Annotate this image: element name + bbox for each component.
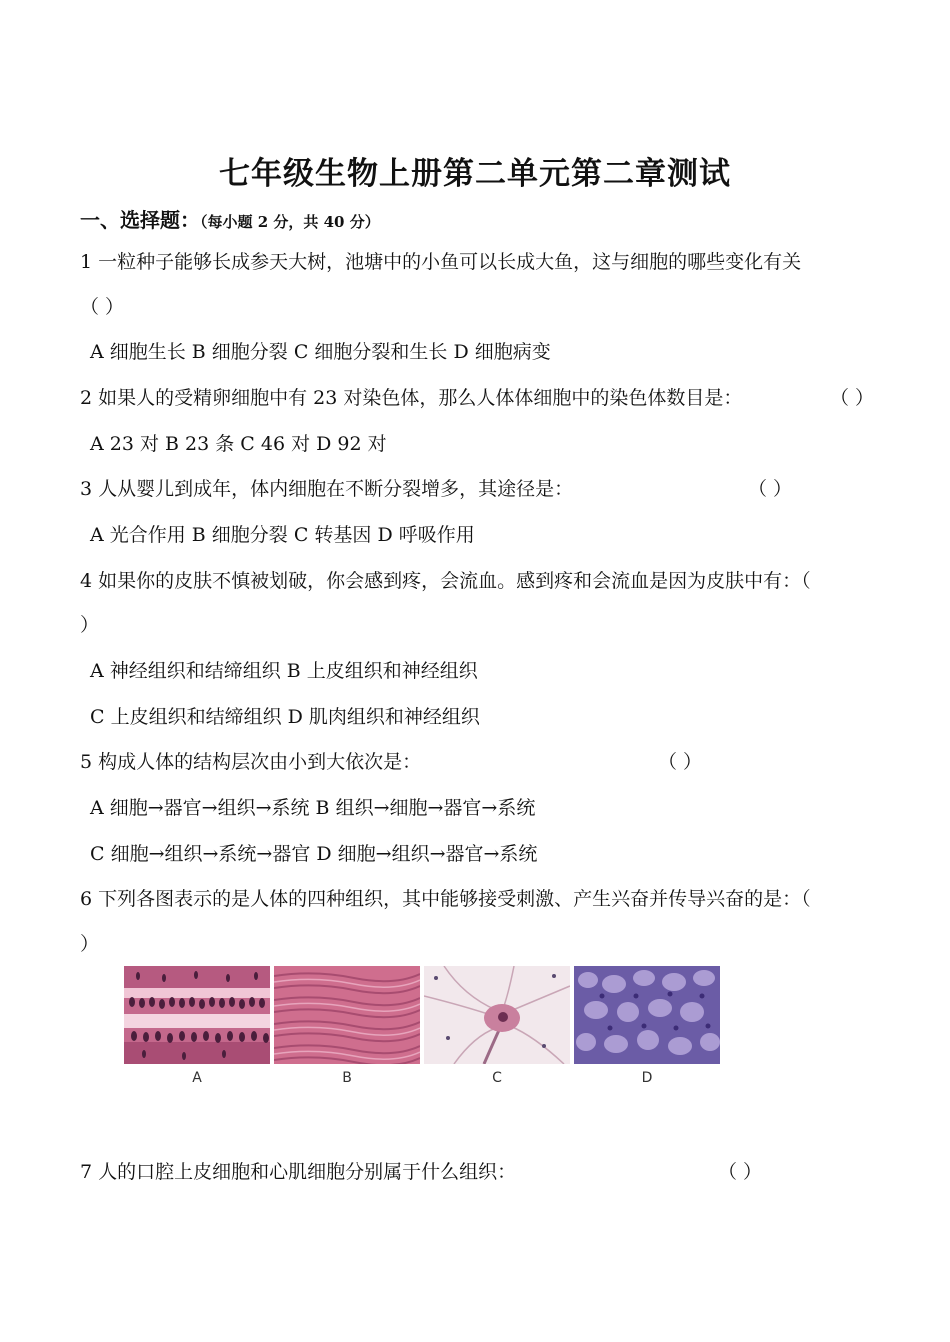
- question-1-answer-paren: （ ）: [80, 296, 125, 318]
- question-5-text: 5 构成人体的结构层次由小到大依次是：: [80, 751, 422, 773]
- question-3-options: A 光合作用 B 细胞分裂 C 转基因 D 呼吸作用: [90, 524, 475, 546]
- question-3-answer-paren: （ ）: [748, 478, 793, 500]
- tissue-label-b: B: [342, 1070, 352, 1086]
- question-5-answer-paren: （ ）: [658, 751, 703, 773]
- tissue-image-c-nerve: [424, 966, 570, 1064]
- question-4-text: 4 如果你的皮肤不慎被划破，你会感到疼，会流血。感到疼和会流血是因为皮肤中有：（: [80, 570, 811, 592]
- tissue-label-a: A: [192, 1070, 202, 1086]
- question-1-options: A 细胞生长 B 细胞分裂 C 细胞分裂和生长 D 细胞病变: [90, 341, 551, 363]
- question-2-text: 2 如果人的受精卵细胞中有 23 对染色体，那么人体体细胞中的染色体数目是：: [80, 387, 743, 409]
- section-heading-text: 一、选择题：: [80, 208, 200, 232]
- question-6-answer-paren: ）: [80, 933, 100, 955]
- question-2-answer-paren: （ ）: [830, 387, 875, 409]
- tissue-label-c: C: [492, 1070, 502, 1086]
- question-4-answer-paren: ）: [80, 614, 100, 636]
- question-3-text: 3 人从婴儿到成年，体内细胞在不断分裂增多，其途径是：: [80, 478, 574, 500]
- question-7-answer-paren: （ ）: [718, 1161, 763, 1183]
- tissue-image-a-epithelial: [124, 966, 270, 1064]
- question-5-options-row-1: A 细胞→器官→组织→系统 B 组织→细胞→器官→系统: [90, 797, 536, 819]
- question-4-options-row-2: C 上皮组织和结缔组织 D 肌肉组织和神经组织: [90, 706, 480, 728]
- tissue-figure: [124, 966, 720, 1092]
- tissue-image-b-muscle: [274, 966, 420, 1064]
- question-4-options-row-1: A 神经组织和结缔组织 B 上皮组织和神经组织: [90, 660, 478, 682]
- page-title: 七年级生物上册第二单元第二章测试: [219, 156, 731, 192]
- question-7-text: 7 人的口腔上皮细胞和心肌细胞分别属于什么组织：: [80, 1161, 517, 1183]
- question-5-options-row-2: C 细胞→组织→系统→器官 D 细胞→组织→器官→系统: [90, 843, 538, 865]
- section-score-note: （每小题 2 分，共 40 分）: [200, 213, 380, 231]
- section-heading: [80, 204, 380, 233]
- question-1-text: 1 一粒种子能够长成参天大树，池塘中的小鱼可以长成大鱼，这与细胞的哪些变化有关: [80, 251, 802, 273]
- question-6-text: 6 下列各图表示的是人体的四种组织，其中能够接受刺激、产生兴奋并传导兴奋的是：（: [80, 888, 811, 910]
- tissue-label-d: D: [641, 1070, 653, 1086]
- tissue-image-d-connective: [574, 966, 720, 1064]
- question-2-options: A 23 对 B 23 条 C 46 对 D 92 对: [90, 433, 387, 455]
